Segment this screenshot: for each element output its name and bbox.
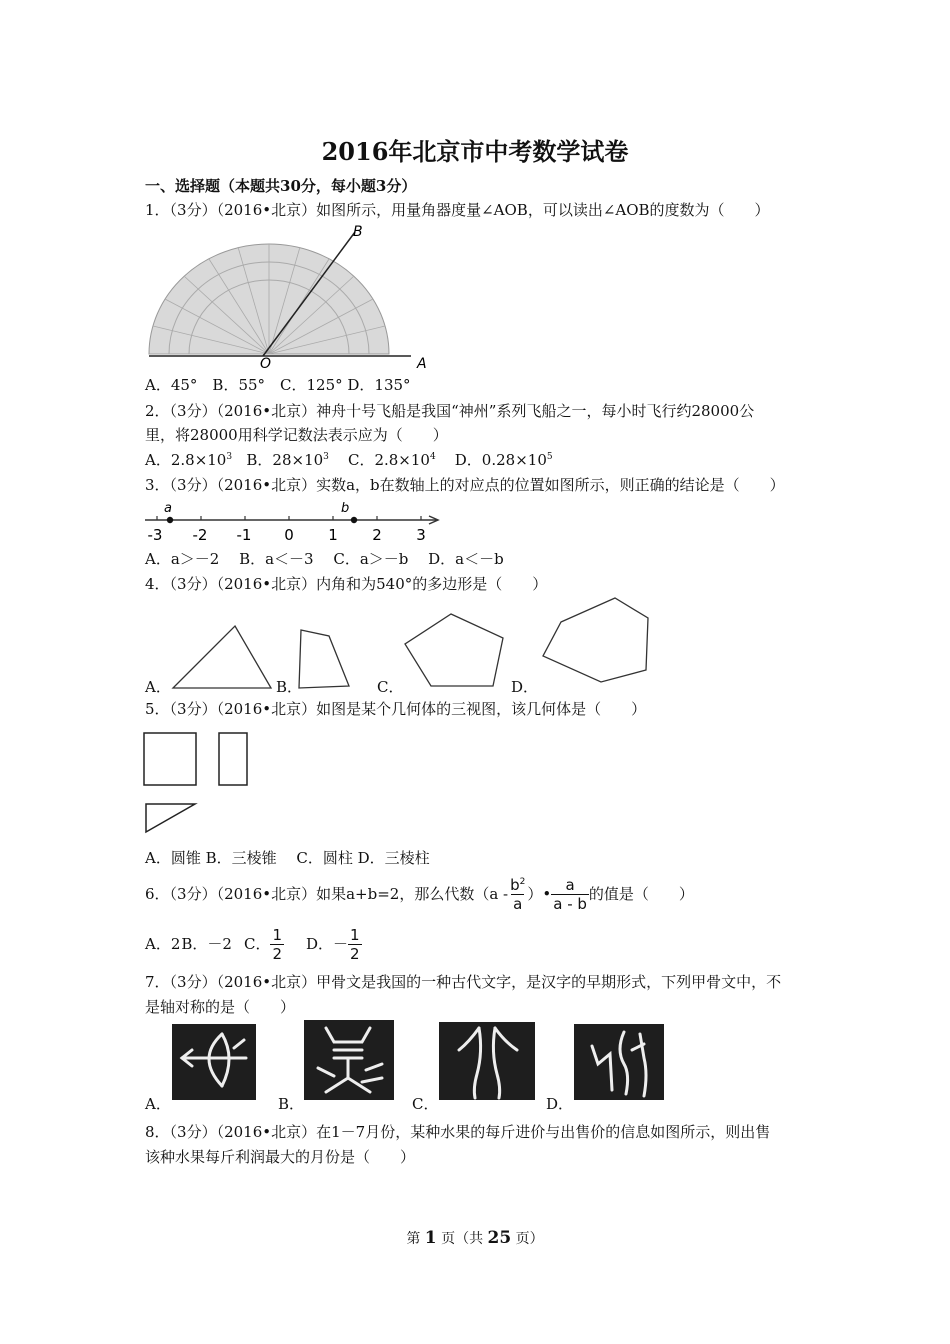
question-2-options: A．$2.8\times 10^3$ B．$28\times 10^3$ C．$2.8\times 10^4$ D．$0.28\times 10^5$ [145, 451, 553, 469]
tick-label: -3 [147, 526, 163, 544]
q7-label-b: B． [278, 1095, 305, 1113]
oracle-glyph-b [304, 1020, 394, 1100]
oracle-glyph-c [439, 1022, 535, 1100]
triangle [173, 626, 271, 688]
option-d: D．－ [306, 935, 349, 953]
label-a: A [417, 356, 427, 370]
q7-label-d: D． [546, 1095, 574, 1113]
question-1-stem: 1．（3分）（2016•北京）如图所示，用量角器度量∠AOB，可以读出∠AOB的度数为（ ） [145, 201, 770, 219]
option-a: A．2 [145, 935, 181, 953]
tick-label: 2 [372, 526, 382, 544]
tick-label: -1 [236, 526, 252, 544]
fraction-b2-over-a: $\frac{b^2}{a}$ [510, 875, 526, 913]
question-6-options [145, 924, 362, 964]
option-b: B．－2 [181, 935, 232, 953]
q4-label-a: A． [145, 678, 171, 696]
section-heading: 一、选择题（本题共30分，每小题3分） [145, 177, 417, 195]
fraction-neg-one-half: $\frac{1}{2}$ [350, 925, 360, 963]
protractor-figure [143, 222, 433, 370]
page-number: 1 [424, 1228, 437, 1248]
question-5-stem: 5．（3分）（2016•北京）如图是某个几何体的三视图，该几何体是（ ） [145, 700, 647, 718]
question-4-stem: 4．（3分）（2016•北京）内角和为540°的多边形是（ ） [145, 575, 548, 593]
question-3-options: A．a＞－2 B．a＜－3 C．a＞－b D．a＜－b [145, 550, 504, 568]
option-b: B．28×10 [246, 451, 324, 469]
page-title: 2016年北京市中考数学试卷 [321, 137, 629, 166]
fraction-one-half: $\frac{1}{2}$ [272, 925, 282, 963]
point-a [167, 517, 173, 523]
hexagon [543, 598, 648, 682]
top-view [146, 804, 195, 832]
option-c: C． [243, 935, 271, 953]
tick-label: -2 [192, 526, 208, 544]
point-b [351, 517, 357, 523]
oracle-glyph-bow-arrow [172, 1024, 256, 1100]
question-7-stem-line2: 是轴对称的是（ ） [145, 998, 296, 1016]
fraction-a-over-a-minus-b: $\frac{a}{a - b}$ [553, 875, 587, 913]
question-5-options: A．圆锥 B．三棱锥 C．圆柱 D．三棱柱 [145, 849, 430, 867]
oracle-glyph-d [574, 1024, 664, 1100]
question-2-stem-line2: 里，将28000用科学记数法表示应为（ ） [145, 426, 448, 444]
question-3-stem: 3．（3分）（2016•北京）实数a，b在数轴上的对应点的位置如图所示，则正确的结论是（ ） [145, 476, 785, 494]
question-8-stem-line1: 8．（3分）（2016•北京）在1－7月份，某种水果的每斤进价与出售价的信息如图所示，则出售 [145, 1123, 771, 1141]
q4-label-b: B． [276, 678, 303, 696]
front-view [144, 733, 196, 785]
question-6-stem: 6．（3分）（2016•北京）如果a+b=2，那么代数（a - $\frac{b^2}{a}$ ）• $\frac{a}{a - b}$ 的值是（ ） [145, 875, 694, 913]
q7-label-c: C． [412, 1095, 439, 1113]
pentagon [405, 614, 503, 686]
q7-label-a: A． [145, 1095, 171, 1113]
option-d: D．0.28×10 [454, 451, 547, 469]
question-1-options: A．45° B．55° C．125° D．135° [145, 376, 411, 394]
option-a: A．2.8×10 [145, 451, 227, 469]
option-c: C．2.8×10 [347, 451, 430, 469]
page-footer: 第 1 页（共 25 页） [406, 1228, 544, 1248]
question-2-stem-line1: 2．（3分）（2016•北京）神舟十号飞船是我国“神州”系列飞船之一，每小时飞行约28000公 [145, 402, 755, 420]
number-line-figure [143, 500, 443, 546]
question-8-stem-line2: 该种水果每斤利润最大的月份是（ ） [145, 1148, 416, 1166]
label-o: O [260, 356, 272, 370]
tick-label: 3 [416, 526, 426, 544]
svg-text:b: b [341, 501, 350, 516]
q4-label-d: D． [511, 678, 539, 696]
tick-label: 0 [284, 526, 294, 544]
side-view [219, 733, 247, 785]
tick-label: 1 [328, 526, 338, 544]
page-total: 25 [487, 1228, 512, 1248]
question-7-stem-line1: 7．（3分）（2016•北京）甲骨文是我国的一种古代文字，是汉字的早期形式，下列甲骨文中，不 [145, 973, 782, 991]
q4-label-c: C． [377, 678, 404, 696]
three-views-figure [143, 730, 263, 836]
quadrilateral [299, 630, 349, 688]
label-b: B [353, 224, 363, 240]
svg-text:a: a [164, 501, 172, 516]
